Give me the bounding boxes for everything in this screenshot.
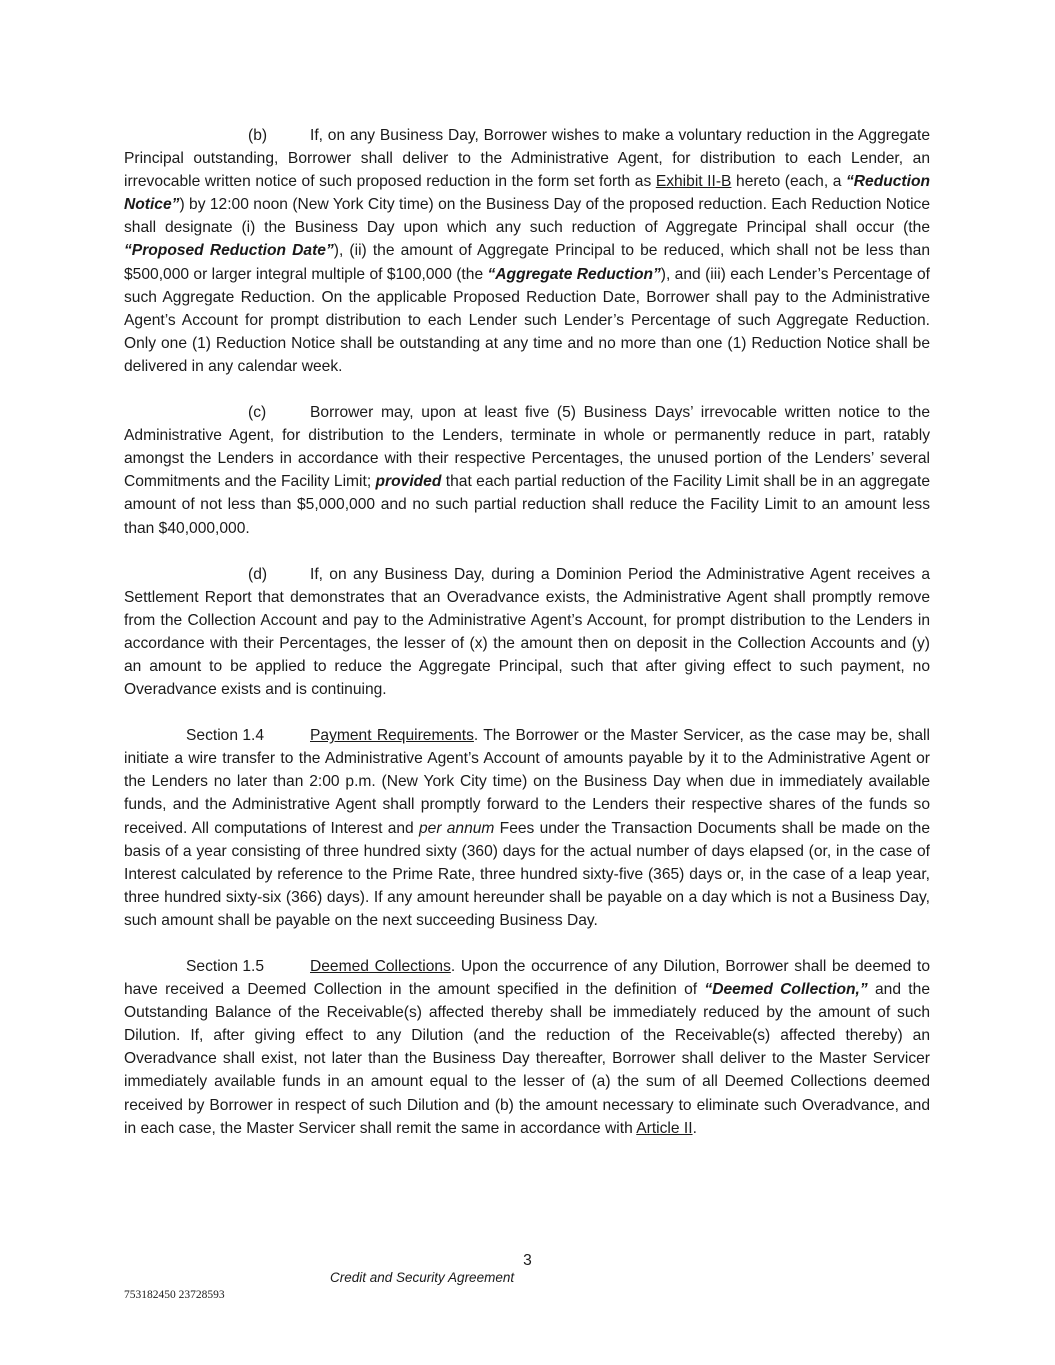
exhibit-reference: Exhibit II-B — [655, 173, 732, 191]
document-body — [124, 124, 930, 1163]
defined-term: “Deemed Collection,” — [704, 981, 868, 999]
defined-term: “Reduction Notice” — [124, 173, 930, 214]
section-1-4: Section 1.4 Payment Requirements. The Borrower or the Master Servicer, as the case may be, shall initiate a wire transfer to the Administrative Agent’s Account of amounts payable by it to the Administrative Agent or the Lenders no later than 2:00 p.m. (New York City time) on the Business Day when due in immediately available funds, and the Administrative Agent shall promptly forward to the Lenders their respective shares of the funds so received. All computations of Interest and per annum Fees under the Transaction Documents shall be made on the basis of a year consisting of three hundred sixty (360) days for the actual number of days elapsed (or, in the case of Interest calculated by reference to the Prime Rate, three hundred sixty-five (365) days or, in the case of a leap year, three hundred sixty-six (366) days). If any amount hereunder shall be payable on a day which is not a Business Day, such amount shall be payable on the next succeeding Business Day. — [124, 724, 930, 932]
defined-term: “Aggregate Reduction” — [487, 265, 661, 283]
section-1-5: Section 1.5 Deemed Collections. Upon the occurrence of any Dilution, Borrower shall be deemed to have received a Deemed Collection in the amount specified in the definition of “Deemed Collection,” and the Outstanding Balance of the Receivable(s) affected thereby shall be immediately reduced by the amount of such Dilution. If, after giving effect to any Dilution (and the reduction of the Receivable(s) affected thereby) an Overadvance shall exist, not later than the Business Day thereafter, Borrower shall deliver to the Master Servicer immediately available funds in an amount equal to the lesser of (a) the sum of all Deemed Collections deemed received by Borrower in respect of such Dilution and (b) the amount necessary to eliminate such Overadvance, and in each case, the Master Servicer shall remit the same in accordance with Article II. — [124, 955, 930, 1140]
provided-term: provided — [375, 473, 442, 491]
section-heading: Payment Requirements — [310, 727, 474, 745]
per-annum-term: per annum — [418, 819, 495, 837]
section-heading: Deemed Collections — [310, 958, 451, 975]
paragraph-b: (b) If, on any Business Day, Borrower wishes to make a voluntary reduction in the Aggregate Principal outstanding, Borrower shall deliver to the Administrative Agent, for distribution to each Lender, an irrevocable written notice of such proposed reduction in the form set forth as Exhibit II-B hereto (each, a “Reduction Notice”) by 12:00 noon (New York City time) on the Business Day of the proposed reduction. Each Reduction Notice shall designate (i) the Business Day upon which any such reduction of Aggregate Principal shall occur (the “Proposed Reduction Date”), (ii) the amount of Aggregate Principal to be reduced, which shall not be less than $500,000 or larger integral multiple of $100,000 (the “Aggregate Reduction”), and (iii) each Lender’s Percentage of such Aggregate Reduction. On the applicable Proposed Reduction Date, Borrower shall pay to the Administrative Agent’s Account for prompt distribution to each Lender such Lender’s Percentage of such Aggregate Reduction. Only one (1) Reduction Notice shall be outstanding at any time and no more than one (1) Reduction Notice shall be delivered in any calendar week. — [124, 124, 930, 378]
paragraph-label: (d) — [248, 565, 268, 583]
document-id: 753182450 23728593 — [124, 1289, 225, 1301]
footer-document-title: Credit and Security Agreement — [330, 1270, 515, 1285]
section-label: Section 1.4 — [186, 727, 265, 745]
defined-term: “Proposed Reduction Date” — [124, 242, 334, 260]
paragraph-c: (c) Borrower may, upon at least five (5) Business Days’ irrevocable written notice to the Administrative Agent, for distribution to the Lenders, terminate in whole or permanently reduce in part, ratably amongst the Lenders in accordance with their respective Percentages, the unused portion of the Lenders’ several Commitments and the Facility Limit; provided that each partial reduction of the Facility Limit shall be in an aggregate amount of not less than $5,000,000 and no such partial reduction shall reduce the Facility Limit to an amount less than $40,000,000. — [124, 401, 930, 540]
paragraph-label: (c) — [248, 404, 267, 422]
page-number: 3 — [523, 1252, 532, 1269]
section-label: Section 1.5 — [186, 958, 265, 975]
paragraph-label: (b) — [248, 127, 268, 144]
paragraph-d: (d) If, on any Business Day, during a Dominion Period the Administrative Agent receives a Settlement Report that demonstrates that an Overadvance exists, the Administrative Agent shall promptly remove from the Collection Account and pay to the Administrative Agent’s Account, for prompt distribution to the Lenders in accordance with their Percentages, the lesser of (x) the amount then on deposit in the Collection Accounts and (y) an amount to be applied to reduce the Aggregate Principal, such that after giving effect to such payment, no Overadvance exists and is continuing. — [124, 563, 930, 702]
article-reference: Article II — [636, 1119, 693, 1137]
